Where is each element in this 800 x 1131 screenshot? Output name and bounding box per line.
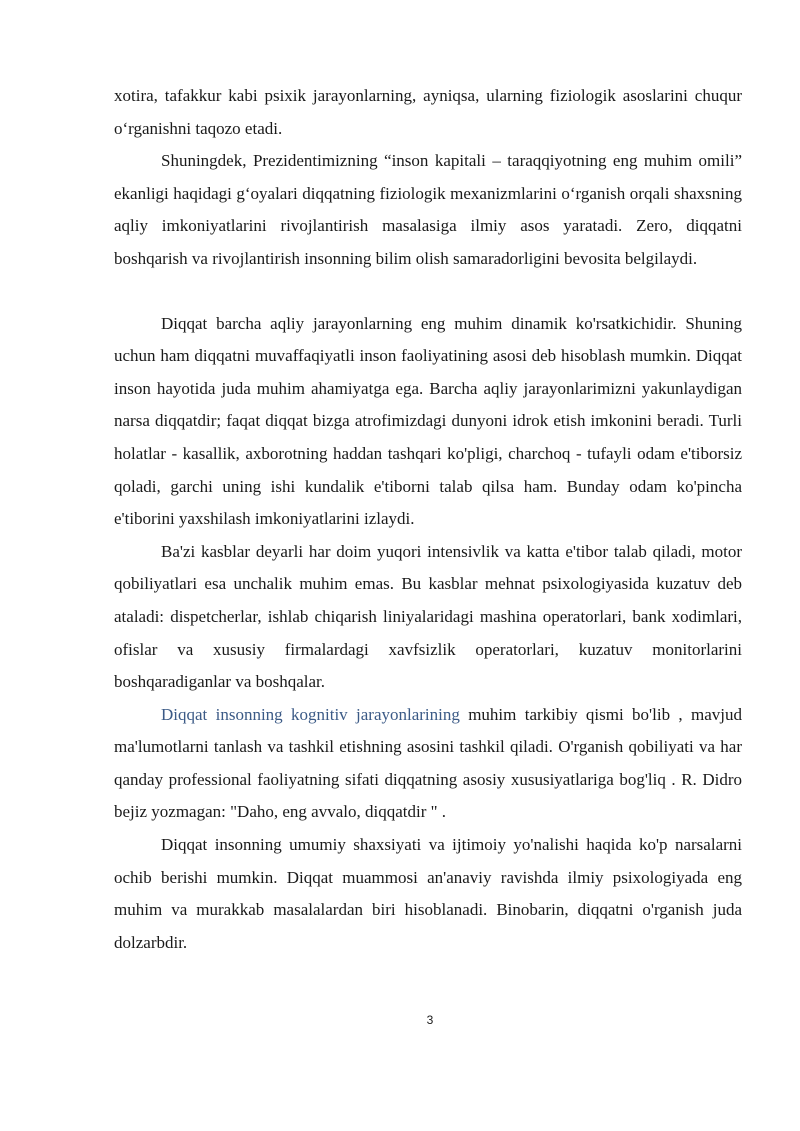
paragraph-spacer bbox=[114, 276, 742, 308]
paragraph-professions: Ba'zi kasblar deyarli har doim yuqori intensivlik va katta e'tibor talab qiladi, motor qobiliyatlari esa unchalik muhim emas. Bu kasblar mehnat psixologiyasida kuzatuv deb ataladi: dispetcherlar, ishlab chiqarish liniyalaridagi mashina operatorlari, bank xodimlari, ofislar va xususiy firmalardagi xavfsizlik operatorlari, kuzatuv monitorlarini boshqaradiganlar va boshqalar. bbox=[114, 541, 742, 692]
paragraph-president-quote: Shuningdek, Prezidentimizning “inson kapitali – taraqqiyotning eng muhim omili” ekanligi haqidagi g‘oyalari diqqatning fiziologik mexanizmlarini o‘rganish orqali shaxsning aqliy imkoniyatlarini rivojlantirish masalasiga ilmiy asos yaratadi. Zero, diqqatni boshqarish va rivojlantirish insonning bilim olish samaradorligini bevosita belgilaydi. bbox=[114, 151, 742, 268]
paragraph-continuation: xotira, tafakkur kabi psixik jarayonlarning, ayniqsa, ularning fiziologik asoslarini chuqur o‘rganishni taqozo etadi. bbox=[114, 86, 742, 138]
body-text bbox=[114, 80, 742, 959]
page-number: 3 bbox=[426, 1013, 434, 1027]
highlighted-link-text[interactable]: Diqqat insonning kognitiv jarayonlarining bbox=[161, 704, 460, 724]
paragraph-cognitive bbox=[114, 699, 742, 829]
paragraph-attention-dynamics: Diqqat barcha aqliy jarayonlarning eng muhim dinamik ko'rsatkichidir. Shuning uchun ham diqqatni muvaffaqiyatli inson faoliyatining asosi deb hisoblash mumkin. Diqqat inson hayotida juda muhim ahamiyatga ega. Barcha aqliy jarayonlarimizni yakunlaydigan narsa diqqatdir; faqat diqqat bizga atrofimizdagi dunyoni idrok etish imkonini beradi. Turli holatlar - kasallik, axborotning haddan tashqari ko'pligi, charchoq - tufayli odam e'tiborsiz qoladi, garchi uning ishi kundalik e'tiborni talab qilsa ham. Bunday odam ko'pincha e'tiborini yaxshilash imkoniyatlarini izlaydi. bbox=[114, 313, 742, 529]
paragraph-cognitive-text: muhim tarkibiy qismi bo'lib , mavjud ma'lumotlarni tanlash va tashkil etishning asosini tashkil qiladi. O'rganish qobiliyati va har qanday professional faoliyatning sifati diqqatning asosiy xususiyatlariga bog'liq . R. Didro bejiz yozmagan: "Daho, eng avvalo, diqqatdir " . bbox=[114, 704, 742, 822]
paragraph-personality: Diqqat insonning umumiy shaxsiyati va ijtimoiy yo'nalishi haqida ko'p narsalarni ochib berishi mumkin. Diqqat muammosi an'anaviy ravishda ilmiy psixologiyada eng muhim va murakkab masalalardan biri hisoblanadi. Binobarin, diqqatni o'rganish juda dolzarbdir. bbox=[114, 835, 742, 952]
